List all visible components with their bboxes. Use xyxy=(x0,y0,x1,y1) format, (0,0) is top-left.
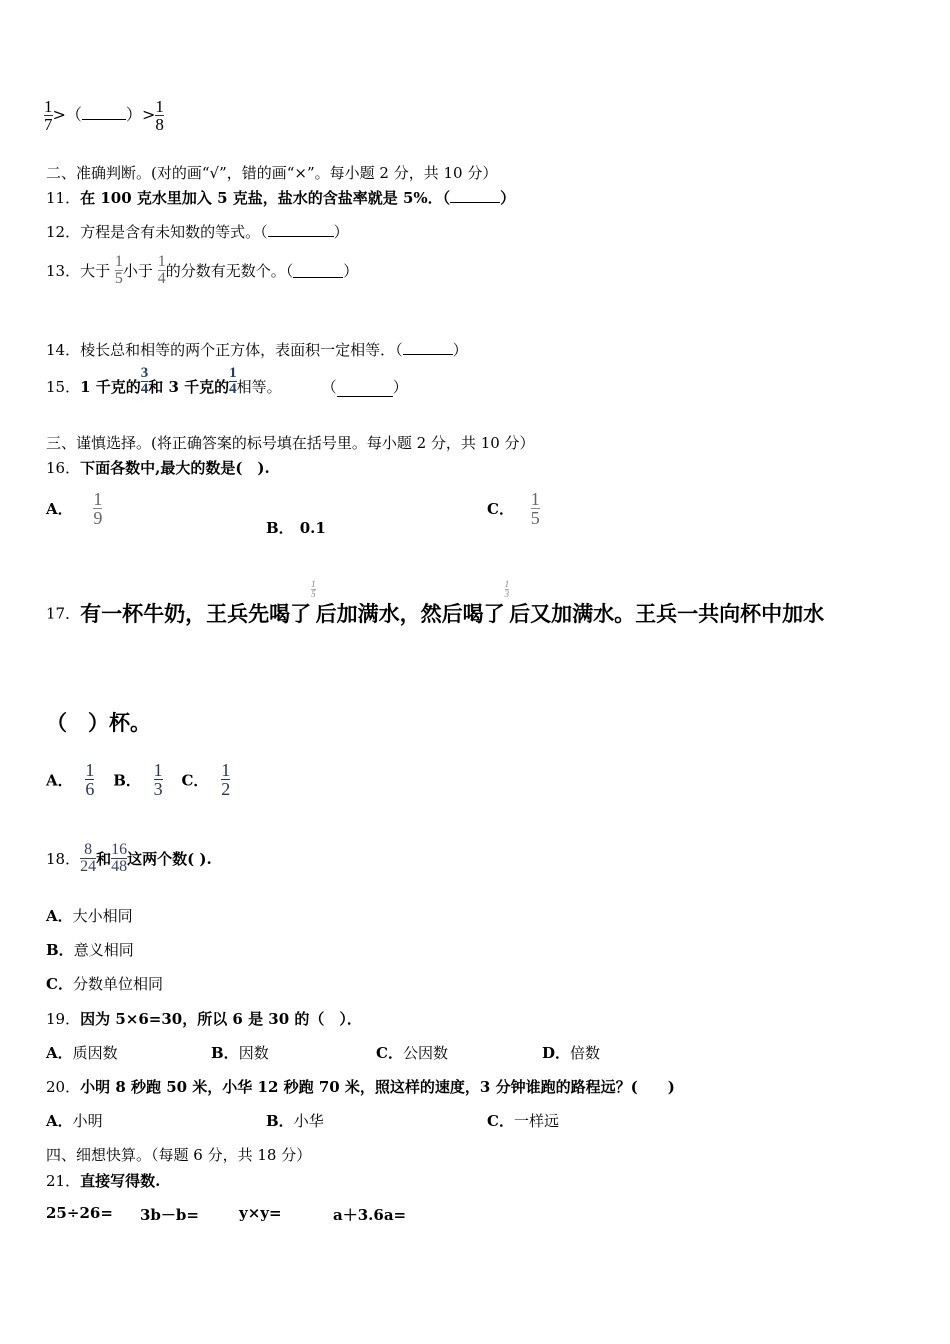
paren-close: ） xyxy=(392,378,408,396)
question-number: 20． xyxy=(46,1078,81,1096)
q16-option-b[interactable] xyxy=(266,517,326,538)
answer-blank[interactable] xyxy=(403,340,453,355)
fraction-one-third xyxy=(154,761,163,798)
section-4-title: 四、细想快算。（每题 6 分，共 18 分） xyxy=(46,1146,312,1164)
text-and: 和 xyxy=(96,850,112,868)
q10-line xyxy=(44,98,164,133)
question-13 xyxy=(46,254,358,287)
option-text: 质因数 xyxy=(72,1044,118,1062)
fraction-one-fifth xyxy=(531,490,540,527)
q19-option-c[interactable] xyxy=(376,1042,448,1063)
gt-sign: > xyxy=(52,105,66,124)
option-label: B． xyxy=(266,1112,294,1130)
q20-option-c[interactable] xyxy=(487,1110,559,1131)
paren-open: （ xyxy=(321,378,337,396)
option-label: B． xyxy=(266,519,294,537)
fraction-one-fourth xyxy=(229,366,237,397)
frac-den: 5 xyxy=(114,270,123,287)
question-text: 这两个数( ). xyxy=(127,850,212,868)
q19-option-d[interactable] xyxy=(542,1042,600,1063)
question-12 xyxy=(46,221,349,242)
q17-option-b[interactable] xyxy=(113,760,167,799)
question-number: 14． xyxy=(46,341,81,359)
calc-item: a＋3.6a= xyxy=(333,1206,407,1224)
answer-blank[interactable] xyxy=(268,222,334,237)
paren-close: ） xyxy=(333,223,349,241)
question-11 xyxy=(46,187,515,208)
option-text: 小华 xyxy=(293,1112,324,1130)
option-label: B． xyxy=(211,1044,239,1062)
answer-blank[interactable] xyxy=(337,382,393,397)
frac-den: 48 xyxy=(111,858,128,875)
frac-num: 1 xyxy=(504,579,510,589)
paren-close: ） xyxy=(452,341,468,359)
frac-num: 8 xyxy=(84,841,93,858)
q20-option-b[interactable] xyxy=(266,1110,324,1131)
text-dayu: 大于 xyxy=(80,262,111,280)
option-label: B． xyxy=(46,941,74,959)
option-label: A． xyxy=(46,771,73,789)
option-label: C． xyxy=(181,771,209,789)
answer-blank[interactable] xyxy=(293,263,343,278)
answer-blank[interactable] xyxy=(82,105,126,120)
option-label: A． xyxy=(46,1112,73,1130)
frac-den: 9 xyxy=(93,508,103,528)
question-number: 18． xyxy=(46,850,81,868)
option-text: 分数单位相同 xyxy=(72,975,163,993)
option-text: 大小相同 xyxy=(72,907,133,925)
question-text: 直接写得数. xyxy=(80,1172,161,1190)
q18-option-a[interactable] xyxy=(46,905,133,926)
option-text: 倍数 xyxy=(570,1044,601,1062)
question-number: 19． xyxy=(46,1010,81,1028)
q16-option-c[interactable] xyxy=(487,490,540,527)
calc-item: y×y= xyxy=(239,1204,282,1222)
paren-open: （ xyxy=(65,105,82,124)
q17-option-c[interactable] xyxy=(181,760,231,799)
question-19 xyxy=(46,1008,362,1029)
q10-fraction-right xyxy=(155,98,164,133)
frac-den: 3 xyxy=(504,589,510,599)
question-text-part1: 有一杯牛奶，王兵先喝了 xyxy=(80,601,312,626)
question-number: 13． xyxy=(46,262,81,280)
question-text: 在 100 克水里加入 5 克盐，盐水的含盐率就是 5%．（ xyxy=(80,189,451,207)
frac-num: 1 xyxy=(155,97,164,116)
calc-item: 3b－b= xyxy=(140,1206,199,1224)
q10-fraction-left xyxy=(44,98,53,133)
question-text: 棱长总和相等的两个正方体，表面积一定相等．（ xyxy=(80,341,403,359)
option-label: C． xyxy=(487,1112,514,1130)
question-text-part2: 后加满水，然后喝了 xyxy=(315,601,505,626)
option-text: 意义相同 xyxy=(73,941,134,959)
question-16 xyxy=(46,457,270,478)
option-label: D． xyxy=(542,1044,571,1062)
tiny-fraction-one-fifth xyxy=(311,580,316,599)
option-label: C． xyxy=(376,1044,403,1062)
section-2-title: 二、准确判断。(对的画“√”，错的画“×”。每小题 2 分，共 10 分） xyxy=(46,164,498,182)
frac-den: 4 xyxy=(140,381,149,397)
frac-den: 8 xyxy=(155,115,164,134)
q20-option-a[interactable] xyxy=(46,1110,103,1131)
text-and-3kg: 和 3 千克的 xyxy=(148,378,230,396)
frac-den: 3 xyxy=(153,779,163,799)
option-text: 公因数 xyxy=(402,1044,448,1062)
frac-num: 1 xyxy=(157,253,166,270)
frac-num: 1 xyxy=(311,579,316,589)
option-label: A． xyxy=(46,907,73,925)
text-1kg: 1 千克的 xyxy=(80,378,141,396)
frac-num: 1 xyxy=(229,365,237,381)
text-equal: 相等。 xyxy=(236,378,282,396)
fraction-one-sixth xyxy=(85,761,94,798)
q18-option-b[interactable] xyxy=(46,939,134,960)
question-number: 15． xyxy=(46,378,81,396)
option-text: 一样远 xyxy=(513,1112,559,1130)
fraction-one-fourth xyxy=(158,254,166,287)
frac-num: 1 xyxy=(114,253,123,270)
fraction-one-ninth xyxy=(93,490,102,527)
question-number: 16． xyxy=(46,459,81,477)
option-value: 0.1 xyxy=(299,519,326,537)
frac-num: 1 xyxy=(221,760,231,780)
text-xiaoyu: 小于 xyxy=(122,262,153,280)
question-text: 小明 8 秒跑 50 米，小华 12 秒跑 70 米，照这样的速度，3 分钟谁跑的路程远？( ) xyxy=(80,1078,675,1096)
frac-num: 16 xyxy=(111,841,128,858)
frac-den: 5 xyxy=(311,589,316,599)
question-text: 的分数有无数个。（ xyxy=(165,262,294,280)
frac-num: 1 xyxy=(153,760,163,780)
frac-num: 1 xyxy=(44,97,53,116)
option-label: A． xyxy=(46,1044,73,1062)
question-18 xyxy=(46,842,212,875)
q17-option-a[interactable] xyxy=(46,760,99,799)
question-15 xyxy=(46,366,408,397)
question-number: 12． xyxy=(46,223,81,241)
frac-den: 4 xyxy=(229,381,237,397)
q18-option-c[interactable] xyxy=(46,973,163,994)
option-text: 小明 xyxy=(72,1112,103,1130)
question-17-line2: （ ）杯。 xyxy=(46,710,151,735)
frac-den: 7 xyxy=(44,115,53,134)
frac-den: 5 xyxy=(530,508,540,528)
fraction-16-48 xyxy=(111,842,127,875)
fraction-one-fifth xyxy=(115,254,123,287)
frac-den: 6 xyxy=(85,779,95,799)
q17-options xyxy=(46,761,230,798)
question-text: 下面各数中,最大的数是( ). xyxy=(80,459,270,477)
frac-num: 1 xyxy=(85,760,95,780)
q19-option-b[interactable] xyxy=(211,1042,269,1063)
answer-blank[interactable] xyxy=(450,188,500,203)
q16-option-a[interactable] xyxy=(46,490,102,527)
option-text: 因数 xyxy=(238,1044,269,1062)
q19-option-a[interactable] xyxy=(46,1042,118,1063)
frac-den: 2 xyxy=(221,779,231,799)
paren-close: ） xyxy=(343,262,359,280)
question-number: 11． xyxy=(46,189,81,207)
tiny-fraction-one-third xyxy=(505,580,510,599)
question-21 xyxy=(46,1170,160,1191)
option-label: A． xyxy=(46,500,73,518)
frac-den: 4 xyxy=(157,270,166,287)
fraction-one-half xyxy=(221,761,230,798)
option-label: C． xyxy=(487,500,514,518)
gt-sign: > xyxy=(141,105,156,124)
question-text-part3: 后又加满水。王兵一共向杯中加水 xyxy=(509,601,825,626)
frac-num: 3 xyxy=(140,365,149,381)
frac-den: 24 xyxy=(80,858,97,875)
question-text: 因为 5×6=30，所以 6 是 30 的（ ）． xyxy=(80,1010,362,1028)
question-17 xyxy=(46,579,825,628)
paren-close: ） xyxy=(125,105,142,124)
frac-num: 1 xyxy=(93,489,103,509)
question-number: 21． xyxy=(46,1172,81,1190)
frac-num: 1 xyxy=(530,489,540,509)
fraction-8-24 xyxy=(80,842,96,875)
question-text: 方程是含有未知数的等式。（ xyxy=(80,223,268,241)
question-number: 17． xyxy=(46,604,81,623)
question-14 xyxy=(46,339,468,360)
question-20 xyxy=(46,1076,675,1097)
option-label: C． xyxy=(46,975,73,993)
section-3-title: 三、谨慎选择。(将正确答案的标号填在括号里。每小题 2 分，共 10 分） xyxy=(46,434,535,452)
calc-item: 25÷26= xyxy=(46,1204,113,1222)
option-label: B． xyxy=(113,771,141,789)
paren-close: ） xyxy=(500,189,516,207)
